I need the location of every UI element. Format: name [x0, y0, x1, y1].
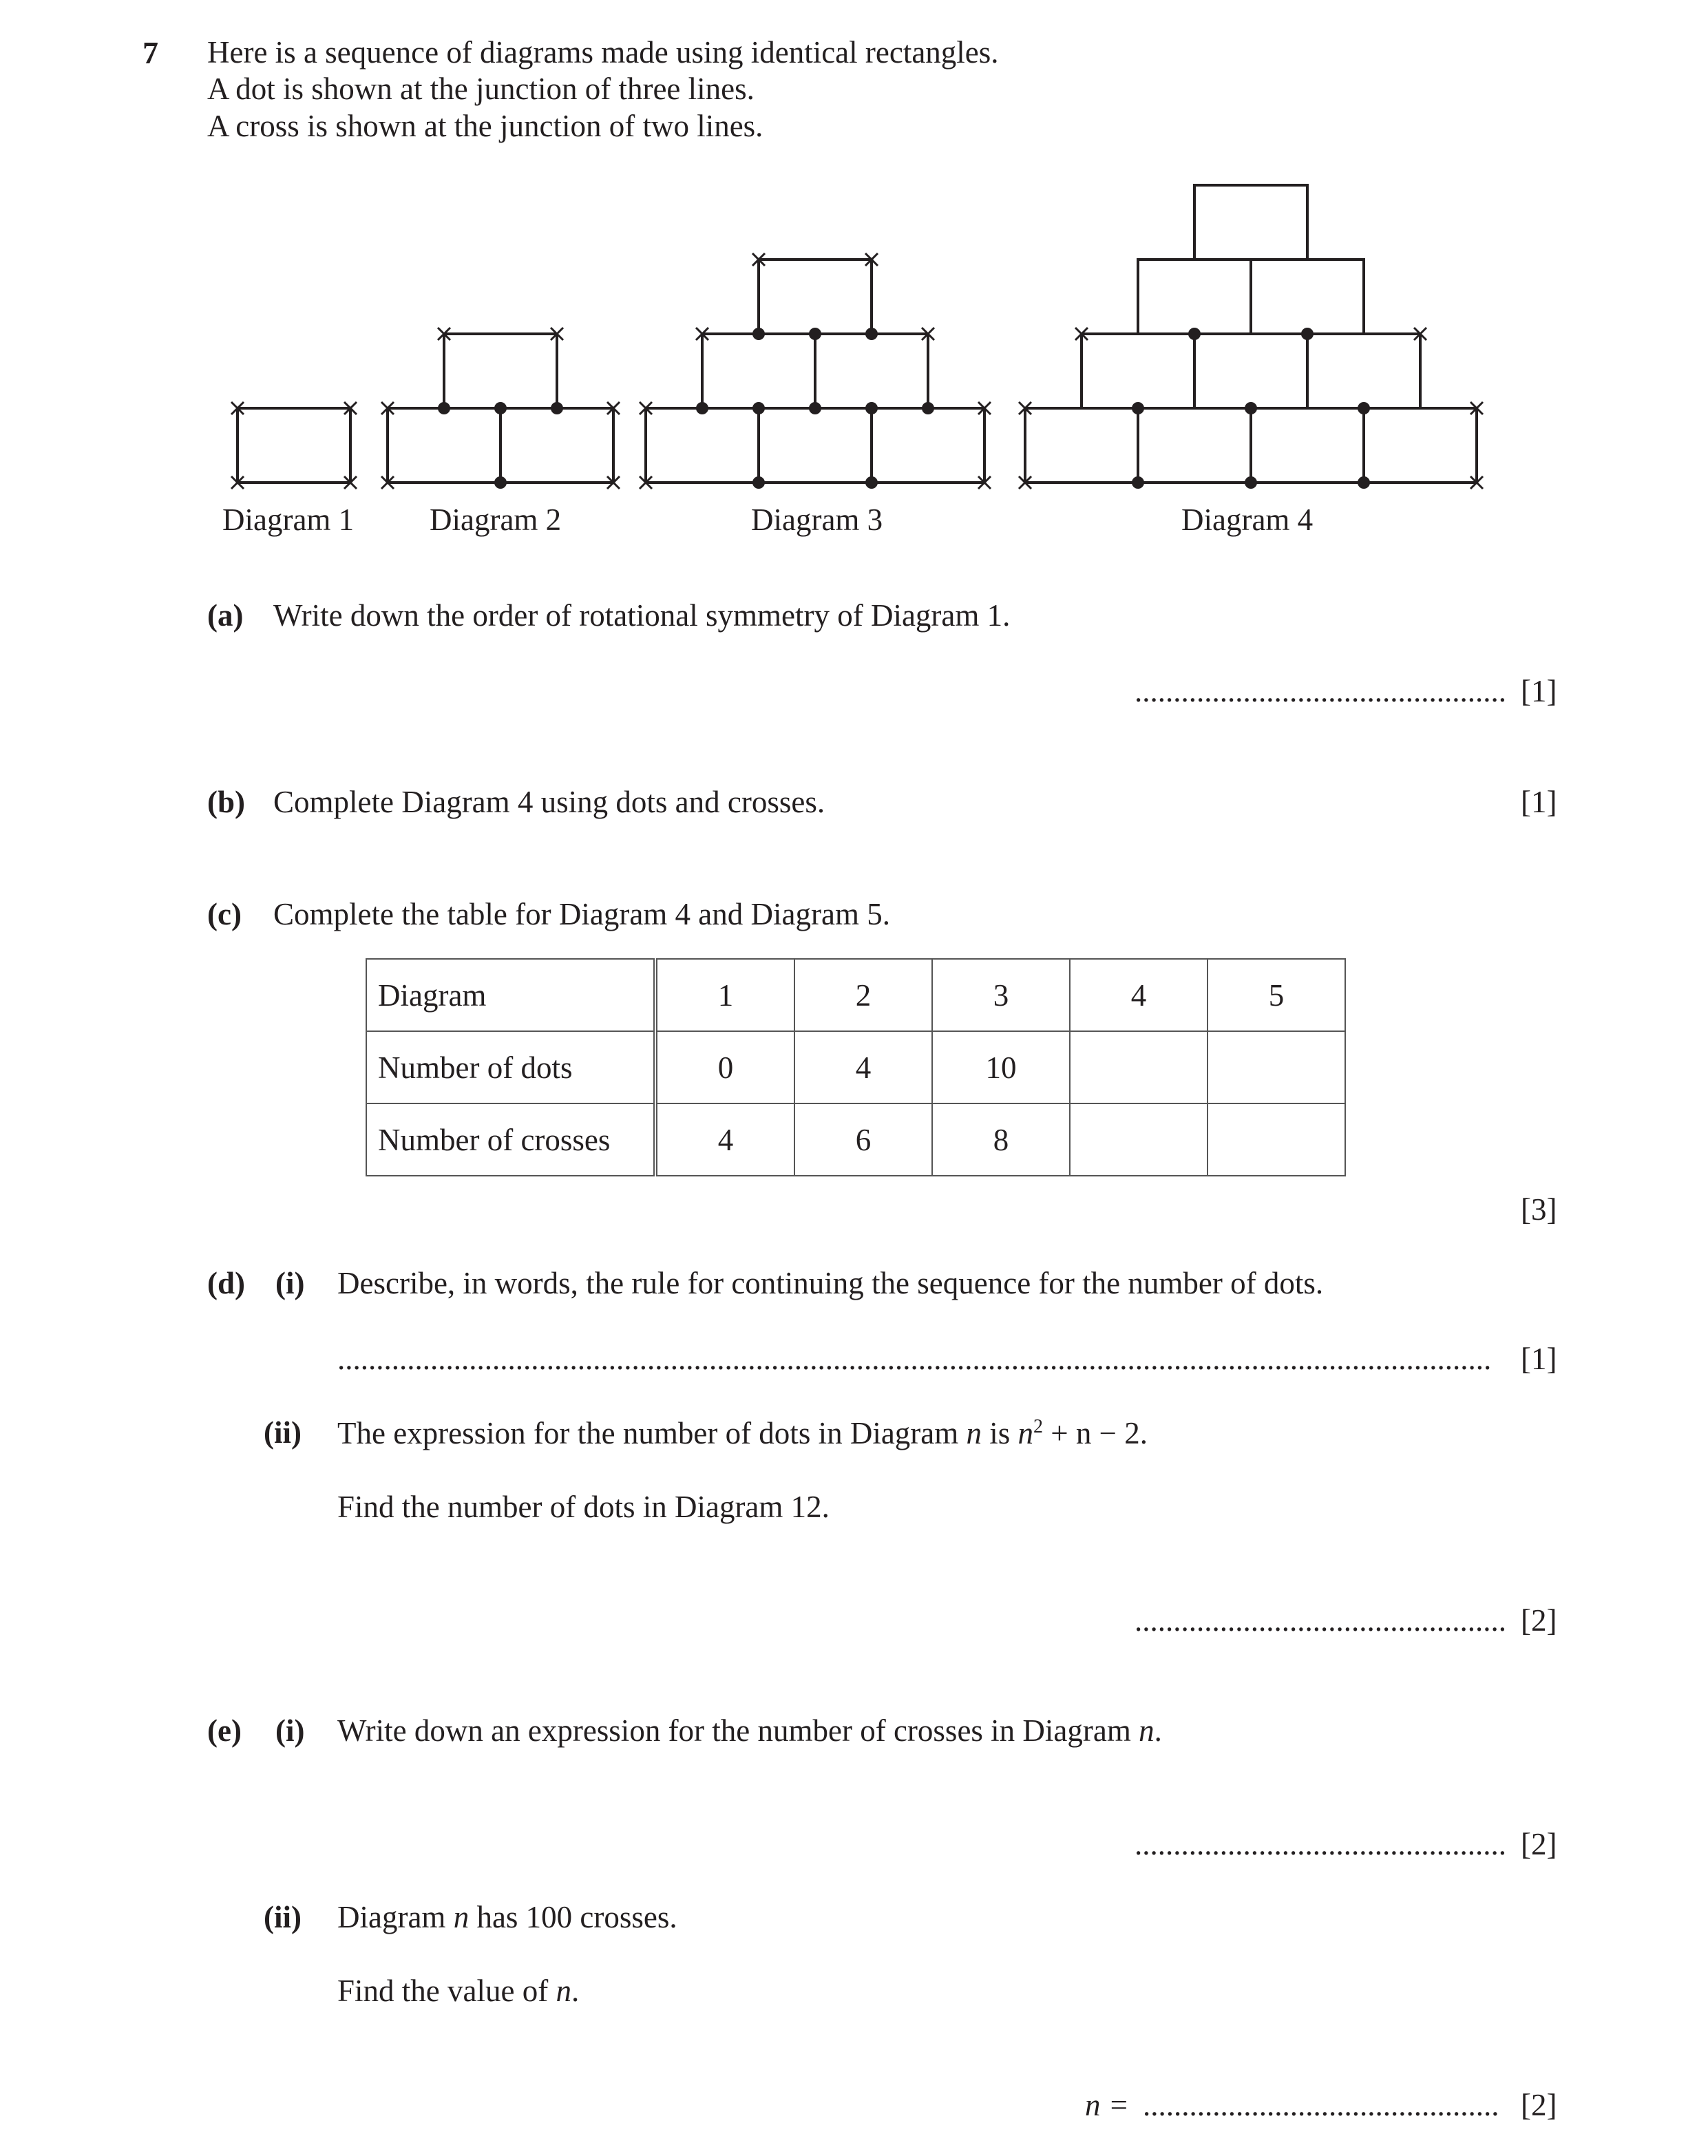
junction-dot: [551, 402, 563, 414]
junction-dot: [809, 328, 821, 340]
junction-dot: [922, 402, 934, 414]
diagram-1-label: Diagram 1: [222, 503, 355, 537]
part-d-ii-mark: [2]: [1521, 1603, 1557, 1638]
sequence-table: [366, 958, 1346, 1176]
table-row-header: Diagram: [366, 959, 655, 1031]
part-e-ii-line2-before: Find the value of: [337, 1974, 556, 2008]
part-d-ii-label: (ii): [264, 1415, 302, 1450]
part-a-label: (a): [207, 598, 244, 633]
table-cell: 4: [655, 1103, 794, 1176]
junction-dot: [1188, 328, 1201, 340]
part-b-label: (b): [207, 785, 245, 819]
diagram-3-brick: [872, 408, 984, 483]
diagram-4-brick: [1082, 334, 1194, 408]
table-row-header: Number of dots: [366, 1031, 655, 1103]
variable-n: n: [966, 1416, 982, 1450]
part-a-answer-line[interactable]: ................................................: [1135, 674, 1506, 708]
part-d-ii-text-before: The expression for the number of dots in Diagram: [337, 1416, 967, 1450]
table-answer-cell[interactable]: [1070, 1031, 1208, 1103]
part-c-label: (c): [207, 897, 242, 931]
diagram-4-brick: [1025, 408, 1138, 483]
table-cell: 10: [932, 1031, 1070, 1103]
part-d-ii-answer-line[interactable]: ................................................: [1135, 1603, 1506, 1638]
junction-dot: [865, 328, 878, 340]
table-row: [366, 1031, 1345, 1103]
variable-n: n: [453, 1900, 470, 1934]
part-d-i-answer-line[interactable]: .....................................................................................................................................................: [337, 1344, 1492, 1375]
diagram-4-label: Diagram 4: [1181, 503, 1314, 537]
part-a-text: Write down the order of rotational symmetry of Diagram 1.: [273, 598, 1011, 633]
part-e-ii-text: [337, 1902, 677, 1933]
table-cell: 0: [655, 1031, 794, 1103]
part-e-i-text-after: .: [1154, 1713, 1162, 1748]
diagram-4-brick: [1307, 334, 1420, 408]
diagram-4-brick: [1194, 334, 1307, 408]
part-e-ii-answer-line[interactable]: ..............................................: [1143, 2088, 1499, 2122]
table-row-header: Number of crosses: [366, 1103, 655, 1176]
table-cell: 2: [794, 959, 932, 1031]
table-cell: 5: [1208, 959, 1345, 1031]
part-e-ii-label: (ii): [264, 1900, 302, 1934]
diagram-1-brick: [238, 408, 350, 483]
variable-n: n: [556, 1974, 571, 2008]
part-e-label: (e): [207, 1713, 242, 1748]
expression-exponent: 2: [1033, 1416, 1044, 1437]
diagram-2-brick: [444, 334, 557, 408]
diagram-3-brick: [702, 334, 815, 408]
junction-dot: [1245, 476, 1257, 489]
diagram-4-brick: [1251, 408, 1364, 483]
table-cell: 1: [655, 959, 794, 1031]
diagram-sequence: [0, 0, 1708, 551]
junction-dot: [1301, 328, 1314, 340]
diagram-4-brick: [1251, 260, 1364, 334]
junction-dot: [438, 402, 450, 414]
part-e-ii-text-after: has 100 crosses.: [469, 1900, 677, 1934]
junction-dot: [494, 402, 507, 414]
diagram-4-brick: [1194, 185, 1307, 260]
part-d-i-mark: [1]: [1521, 1342, 1557, 1376]
diagram-3-brick: [646, 408, 759, 483]
junction-dot: [696, 402, 708, 414]
diagram-4-brick: [1138, 260, 1251, 334]
diagram-2-brick: [388, 408, 500, 483]
diagram-3-label: Diagram 3: [751, 503, 883, 537]
junction-dot: [809, 402, 821, 414]
expression-n: n: [1018, 1416, 1034, 1450]
part-c-mark: [3]: [1521, 1192, 1557, 1227]
table-answer-cell[interactable]: [1070, 1103, 1208, 1176]
part-e-i-text-before: Write down an expression for the number of crosses in Diagram: [337, 1713, 1139, 1748]
diagram-3-brick: [815, 334, 928, 408]
part-d-ii-text-is: is: [982, 1416, 1018, 1450]
junction-dot: [1358, 476, 1370, 489]
part-e-ii-line2-after: .: [571, 1974, 580, 2008]
part-d-ii-line2: Find the number of dots in Diagram 12.: [337, 1490, 830, 1524]
table-row: [366, 959, 1345, 1031]
junction-dot: [752, 328, 765, 340]
junction-dot: [494, 476, 507, 489]
part-c-text: Complete the table for Diagram 4 and Diagram 5.: [273, 897, 890, 931]
intro-line-1: Here is a sequence of diagrams made using identical rectangles.: [207, 35, 999, 70]
question-number: 7: [143, 35, 158, 70]
junction-dot: [865, 402, 878, 414]
table-cell: 3: [932, 959, 1070, 1031]
intro-line-3: A cross is shown at the junction of two lines.: [207, 109, 763, 143]
part-e-i-text: [337, 1715, 1162, 1746]
part-b-text: Complete Diagram 4 using dots and crosses.: [273, 785, 825, 819]
diagram-4-brick: [1138, 408, 1251, 483]
table-cell: 6: [794, 1103, 932, 1176]
part-a-mark: [1]: [1521, 674, 1557, 708]
part-e-ii-mark: [2]: [1521, 2088, 1557, 2122]
part-d-ii-text: [337, 1417, 1148, 1449]
table-answer-cell[interactable]: [1208, 1103, 1345, 1176]
part-d-i-label: (i): [275, 1266, 305, 1300]
junction-dot: [1132, 476, 1144, 489]
diagram-3-brick: [759, 260, 872, 334]
diagram-2-label: Diagram 2: [430, 503, 562, 537]
intro-line-2: A dot is shown at the junction of three lines.: [207, 72, 755, 106]
part-d-i-text: Describe, in words, the rule for continuing the sequence for the number of dots.: [337, 1266, 1324, 1300]
junction-dot: [865, 476, 878, 489]
junction-dot: [752, 402, 765, 414]
part-e-ii-line2: [337, 1976, 579, 2007]
expression-rest: + n − 2.: [1043, 1416, 1148, 1450]
junction-dot: [1132, 402, 1144, 414]
table-answer-cell[interactable]: [1208, 1031, 1345, 1103]
table-cell: 8: [932, 1103, 1070, 1176]
part-e-i-answer-line[interactable]: ................................................: [1135, 1827, 1506, 1861]
diagram-2-brick: [500, 408, 613, 483]
junction-dot: [752, 476, 765, 489]
part-e-ii-answer-prefix: n =: [1085, 2088, 1130, 2122]
diagram-4-brick: [1364, 408, 1477, 483]
part-d-label: (d): [207, 1266, 245, 1300]
part-b-mark: [1]: [1521, 785, 1557, 819]
table-cell: 4: [794, 1031, 932, 1103]
part-e-ii-text-before: Diagram: [337, 1900, 454, 1934]
part-e-i-mark: [2]: [1521, 1827, 1557, 1861]
table-row: [366, 1103, 1345, 1176]
part-e-i-label: (i): [275, 1713, 305, 1748]
junction-dot: [1358, 402, 1370, 414]
diagram-3-brick: [759, 408, 872, 483]
junction-dot: [1245, 402, 1257, 414]
table-cell: 4: [1070, 959, 1208, 1031]
variable-n: n: [1139, 1713, 1155, 1748]
